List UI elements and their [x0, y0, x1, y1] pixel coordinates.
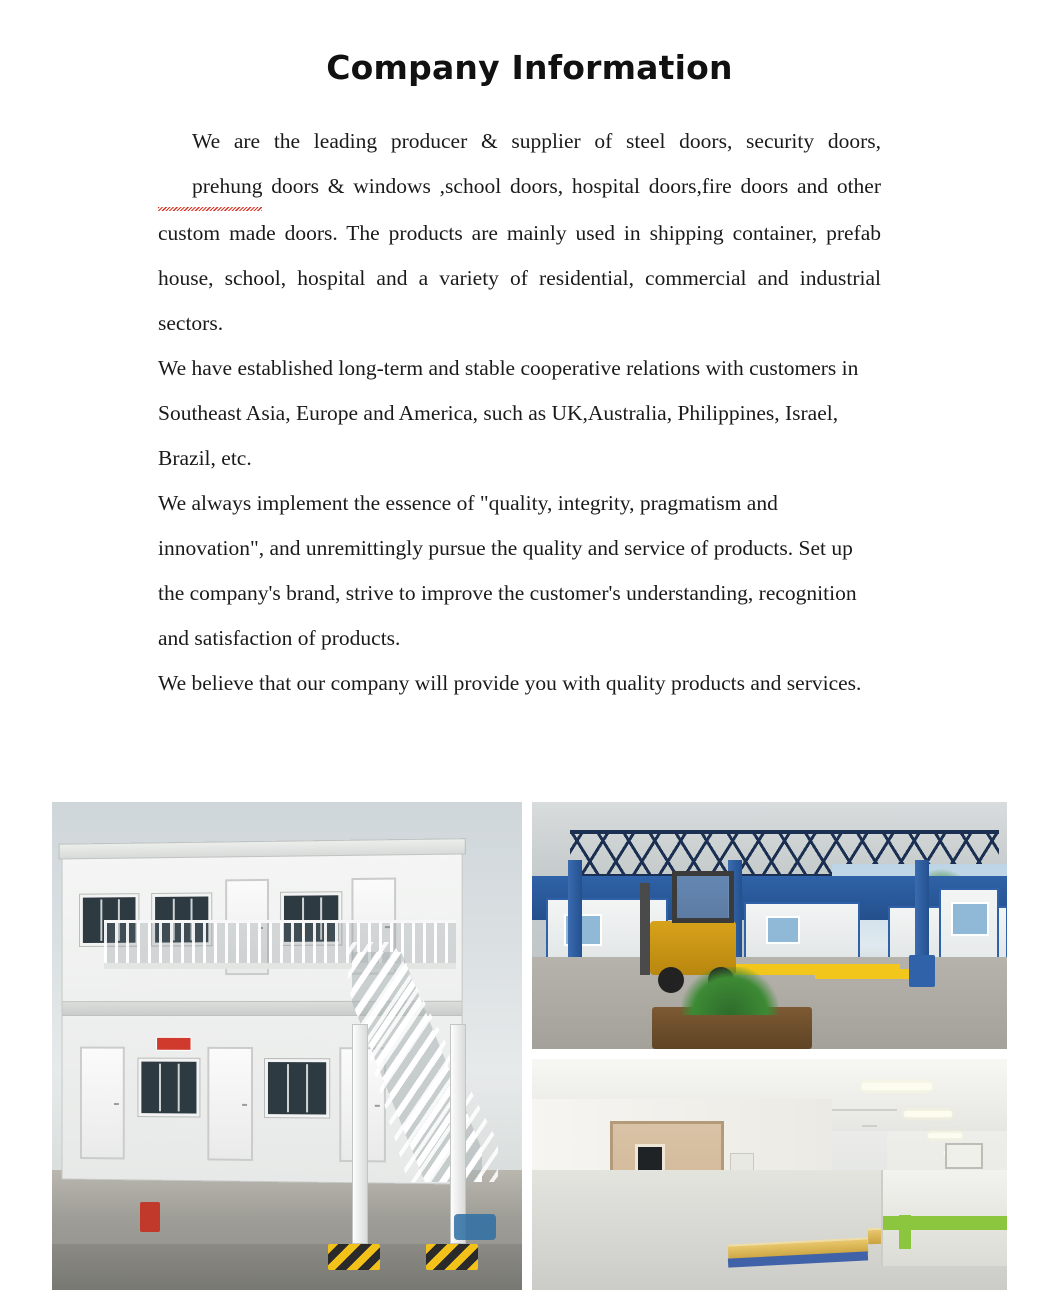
forklift-cab: [672, 871, 734, 923]
wall-panel: [945, 1143, 983, 1169]
window: [766, 916, 800, 944]
body-text: [0, 87, 1059, 706]
ceiling-light: [862, 1083, 932, 1090]
support-column: [450, 1024, 466, 1244]
window: [951, 902, 989, 936]
paragraph-4: We believe that our company will provide you with quality products and services.: [158, 671, 862, 695]
paragraph-1-part-before: We are the leading producer & supplier of steel doors, security doors,: [192, 129, 881, 153]
hazard-block: [328, 1244, 380, 1270]
image-gallery: [52, 802, 1007, 1280]
ceiling-light: [928, 1133, 962, 1138]
window: [265, 1059, 329, 1118]
blue-bin: [909, 955, 935, 987]
plant: [682, 967, 778, 1015]
forklift-mast: [640, 883, 650, 975]
forklift-wheel: [658, 967, 684, 993]
ceiling-line: [862, 1125, 877, 1127]
paragraph-3: We always implement the essence of "quality, integrity, pragmatism and innovation", and unremittingly pursue the quality and service of products. Set up the company's brand, strive to improve the customer's understanding, recognition and satisfaction of products.: [158, 491, 857, 650]
photo-hospital-corridor: [532, 1059, 1007, 1290]
door: [80, 1047, 125, 1160]
page-title: Company Information: [326, 48, 733, 87]
paragraph-2: We have established long-term and stable cooperative relations with customers in Southeast Asia, Europe and America, such as UK,Australia, Philippines, Israel, Brazil, etc.: [158, 356, 859, 470]
green-wall-marker: [899, 1215, 911, 1249]
photo-workshop-yard: [532, 802, 1007, 1049]
door: [207, 1047, 253, 1161]
window: [138, 1059, 199, 1117]
yellow-floor-marking: [815, 969, 911, 979]
red-sign: [156, 1037, 191, 1051]
red-bin: [140, 1202, 160, 1232]
ceiling-light: [904, 1111, 952, 1117]
spelling-error-prehung: prehung: [158, 164, 262, 211]
ceiling-line: [832, 1109, 897, 1111]
paragraph-1: [158, 119, 881, 346]
parked-bicycle: [454, 1214, 496, 1240]
photo-container-building: [52, 802, 522, 1290]
hazard-block: [426, 1244, 478, 1270]
support-column: [352, 1024, 368, 1244]
paragraph-1-part-after: doors & windows ,school doors, hospital doors,fire doors and other custom made doors. The products are mainly used in shipping container, prefab house, school, hospital and a variety of residential, commercial and industrial sectors.: [158, 174, 881, 335]
